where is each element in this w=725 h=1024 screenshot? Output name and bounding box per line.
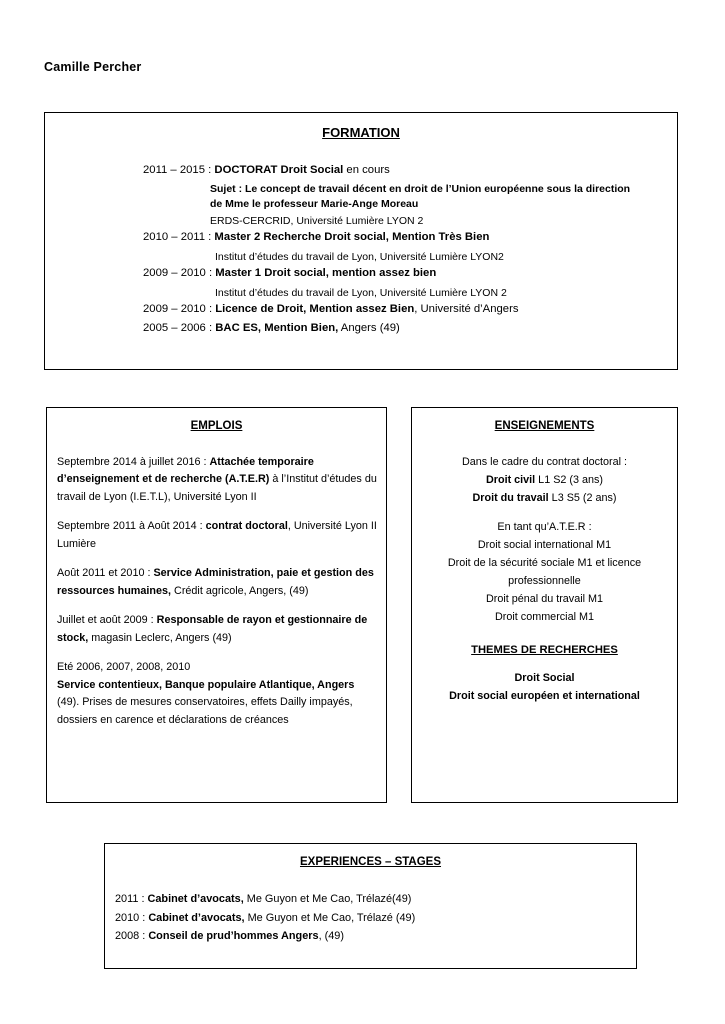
experience-year: 2008 : bbox=[115, 930, 149, 943]
emplois-lead: Eté 2006, 2007, 2008, 2010 bbox=[57, 661, 191, 674]
enseignements-section bbox=[411, 407, 678, 803]
emplois-item bbox=[57, 612, 378, 647]
emplois-lead: Septembre 2011 à Août 2014 : bbox=[57, 520, 206, 533]
formation-subject-line1: Sujet : Le concept de travail décent en droit de l’Union européenne sous la direction bbox=[210, 182, 631, 195]
course-name: Droit du travail bbox=[472, 491, 549, 504]
formation-degree: DOCTORAT Droit Social bbox=[214, 164, 344, 176]
course-detail: L1 S2 (3 ans) bbox=[535, 473, 604, 486]
formation-entry bbox=[143, 265, 677, 283]
experience-place: Cabinet d’avocats, bbox=[148, 911, 245, 924]
formation-title: FORMATION bbox=[322, 125, 400, 140]
emplois-role: Responsable de rayon et gestionnaire de stock, bbox=[57, 614, 368, 644]
candidate-name: Camille Percher bbox=[44, 60, 142, 74]
enseignements-course bbox=[412, 472, 677, 490]
enseignements-course: Droit de la sécurité sociale M1 et licence professionnelle bbox=[447, 557, 642, 587]
themes-body bbox=[412, 670, 677, 706]
enseignements-title: ENSEIGNEMENTS bbox=[494, 420, 595, 432]
formation-subject-line2: de Mme le professeur Marie-Ange Moreau bbox=[210, 198, 419, 211]
emplois-item bbox=[57, 659, 378, 676]
experience-place: Cabinet d’avocats, bbox=[147, 893, 244, 905]
experiences-section bbox=[104, 843, 637, 969]
experience-year: 2011 : bbox=[115, 893, 148, 905]
emplois-role: Attachée temporaire d’enseignement et de recherche (A.T.E.R) bbox=[57, 456, 314, 486]
enseignements-course: Droit social international M1 bbox=[477, 539, 612, 552]
formation-entry bbox=[143, 301, 677, 319]
formation-years: 2009 – 2010 : bbox=[143, 302, 216, 315]
enseignements-course: Droit commercial M1 bbox=[495, 610, 594, 623]
experience-item bbox=[115, 890, 636, 909]
experience-year: 2010 : bbox=[115, 911, 149, 924]
emplois-detail: Crédit agricole, Angers, (49) bbox=[171, 584, 309, 597]
experience-detail: Me Guyon et Me Cao, Trélazé (49) bbox=[244, 911, 416, 924]
themes-title: THEMES DE RECHERCHES bbox=[471, 644, 618, 657]
emplois-lead: Août 2011 et 2010 : bbox=[57, 567, 154, 580]
emplois-role: contrat doctoral bbox=[205, 520, 288, 533]
emplois-detail: magasin Leclerc, Angers (49) bbox=[88, 631, 232, 644]
course-detail: L3 S5 (2 ans) bbox=[548, 491, 617, 504]
theme-item: Droit social européen et international bbox=[449, 690, 640, 703]
formation-degree: Master 2 Recherche Droit social, Mention Très Bien bbox=[214, 231, 490, 244]
emplois-item bbox=[57, 518, 378, 553]
formation-entry bbox=[143, 320, 677, 338]
formation-institution: Institut d’études du travail de Lyon, Université Lumière LYON2 bbox=[215, 250, 504, 263]
experience-item bbox=[115, 927, 636, 946]
emplois-role: Service contentieux, Banque populaire Atlantique, Angers bbox=[57, 678, 355, 691]
emplois-role: Service Administration, paie et gestion des ressources humaines, bbox=[57, 567, 374, 597]
experience-detail: Me Guyon et Me Cao, Trélazé(49) bbox=[243, 893, 412, 905]
emplois-item bbox=[57, 677, 378, 729]
enseignements-body bbox=[412, 454, 677, 626]
emplois-detail: , Université Lyon II Lumière bbox=[57, 520, 377, 550]
experiences-list bbox=[115, 890, 636, 946]
emplois-item bbox=[57, 565, 378, 600]
experiences-title: EXPERIENCES – STAGES bbox=[299, 856, 442, 868]
experience-item bbox=[115, 909, 636, 928]
formation-degree: Master 1 Droit social, mention assez bien bbox=[215, 267, 437, 280]
formation-entry bbox=[143, 162, 677, 180]
enseignements-intro: En tant qu’A.T.E.R : bbox=[497, 521, 592, 534]
emplois-item bbox=[57, 454, 378, 506]
formation-entry bbox=[143, 229, 677, 247]
experience-detail: , (49) bbox=[318, 930, 344, 943]
formation-institution: Institut d’études du travail de Lyon, Université Lumière LYON 2 bbox=[215, 286, 507, 299]
course-name: Droit civil bbox=[485, 473, 536, 486]
emplois-list bbox=[57, 454, 378, 729]
formation-degree: Licence de Droit, Mention assez Bien bbox=[215, 302, 415, 315]
enseignements-group-doctoral bbox=[412, 454, 677, 507]
formation-years: 2009 – 2010 : bbox=[143, 267, 216, 280]
experience-place: Conseil de prud’hommes Angers bbox=[148, 930, 319, 943]
formation-years: 2010 – 2011 : bbox=[143, 231, 215, 244]
emplois-title: EMPLOIS bbox=[190, 420, 243, 432]
emplois-section bbox=[46, 407, 387, 803]
formation-degree: BAC ES, Mention Bien, bbox=[215, 322, 339, 335]
formation-section bbox=[44, 112, 678, 370]
emplois-lead: Septembre 2014 à juillet 2016 : bbox=[57, 456, 210, 468]
theme-item: Droit Social bbox=[514, 672, 575, 685]
formation-years: 2011 – 2015 : bbox=[143, 164, 215, 176]
enseignements-course: Droit pénal du travail M1 bbox=[485, 592, 604, 605]
formation-list bbox=[45, 162, 677, 338]
formation-years: 2005 – 2006 : bbox=[143, 322, 216, 335]
emplois-lead: Juillet et août 2009 : bbox=[57, 614, 157, 627]
emplois-detail: à l’Institut d’études du travail de Lyon (I.E.T.L), Université Lyon II bbox=[57, 473, 377, 503]
emplois-detail: (49). Prises de mesures conservatoires, effets Dailly impayés, dossiers en carence et déclarations de créances bbox=[57, 696, 353, 726]
enseignements-course bbox=[412, 490, 677, 508]
formation-detail: Angers (49) bbox=[338, 322, 400, 335]
formation-detail: , Université d’Angers bbox=[414, 302, 519, 315]
formation-detail: en cours bbox=[343, 164, 390, 176]
formation-institution: ERDS-CERCRID, Université Lumière LYON 2 bbox=[210, 215, 424, 227]
enseignements-group-ater bbox=[412, 519, 677, 626]
enseignements-intro: Dans le cadre du contrat doctoral : bbox=[461, 456, 628, 468]
